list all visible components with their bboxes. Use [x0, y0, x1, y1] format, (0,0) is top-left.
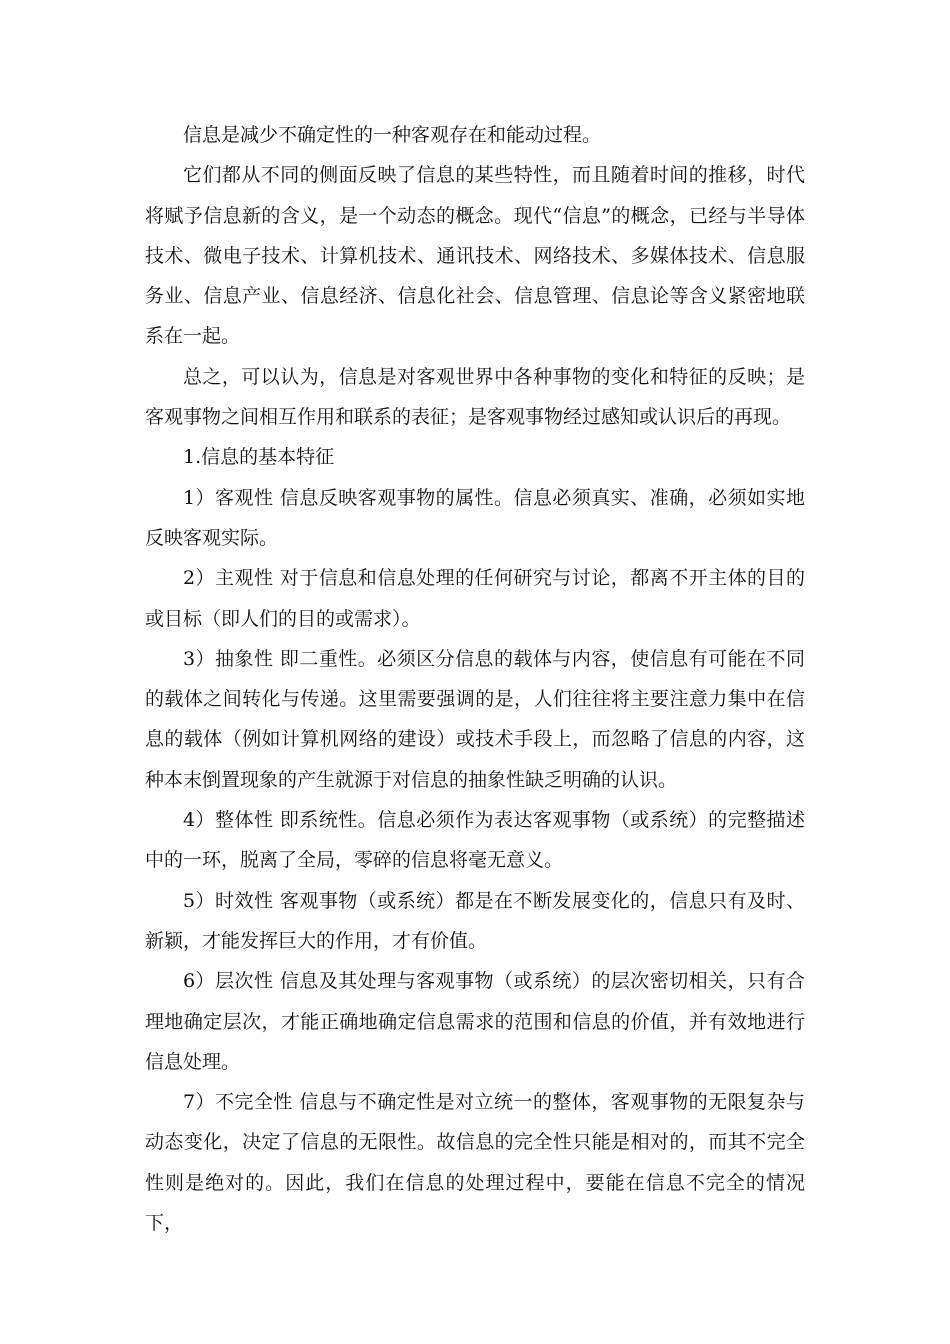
paragraph: 总之，可以认为，信息是对客观世界中各种事物的变化和特征的反映；是客观事物之间相互作用和联系的表征；是客观事物经过感知或认识后的再现。: [145, 365, 805, 429]
body-text: [145, 115, 805, 1243]
paragraph: 5）时效性 客观事物（或系统）都是在不断发展变化的，信息只有及时、新颖，才能发挥巨大的作用，才有价值。: [145, 889, 805, 952]
paragraph: 1）客观性 信息反映客观事物的属性。信息必须真实、准确，必须如实地反映客观实际。: [145, 486, 805, 549]
paragraph: 4）整体性 即系统性。信息必须作为表达客观事物（或系统）的完整描述中的一环，脱离了全局，零碎的信息将毫无意义。: [145, 809, 805, 872]
paragraph: 信息是减少不确定性的一种客观存在和能动过程。: [183, 124, 602, 146]
paragraph: 2）主观性 对于信息和信息处理的任何研究与讨论，都离不开主体的目的或目标（即人们的目的或需求）。: [145, 567, 805, 630]
paragraph: 7）不完全性 信息与不确定性是对立统一的整体，客观事物的无限复杂与动态变化，决定了信息的无限性。故信息的完全性只能是相对的，而其不完全性则是绝对的。因此，我们在信息的处理过程中，要能在信息不完全的情况下，: [145, 1091, 805, 1235]
paragraph: 6）层次性 信息及其处理与客观事物（或系统）的层次密切相关，只有合理地确定层次，才能正确地确定信息需求的范围和信息的价值，并有效地进行信息处理。: [145, 970, 805, 1073]
paragraph: 3）抽象性 即二重性。必须区分信息的载体与内容，使信息有可能在不同的载体之间转化与传递。这里需要强调的是，人们往往将主要注意力集中在信息的载体（例如计算机网络的建设）或技术手段上，而忽略了信息的内容，这种本末倒置现象的产生就源于对信息的抽象性缺乏明确的认识。: [145, 647, 805, 791]
section-heading: 1.信息的基本特征: [183, 446, 335, 469]
paragraph: 它们都从不同的侧面反映了信息的某些特性，而且随着时间的推移，时代将赋予信息新的含义，是一个动态的概念。现代“信息”的概念，已经与半导体技术、微电子技术、计算机技术、通讯技术、网络技术、多媒体技术、信息服务业、信息产业、信息经济、信息化社会、信息管理、信息论等含义紧密地联系在一起。: [145, 164, 805, 348]
